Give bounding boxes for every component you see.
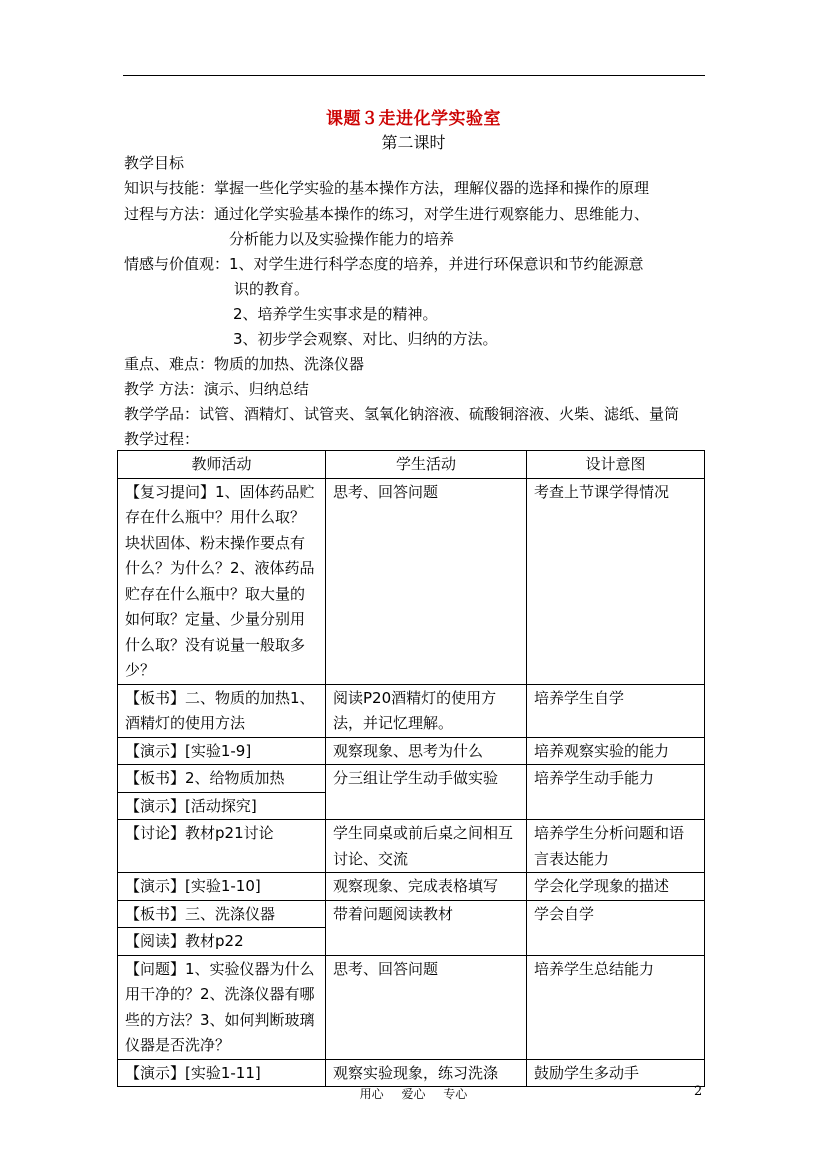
- intent-cell: 鼓励学生多动手: [527, 1059, 705, 1087]
- page-subtitle: 第二课时: [381, 133, 446, 152]
- objectives-heading: 教学目标: [124, 154, 185, 172]
- table-row: [118, 955, 705, 1059]
- lesson-table: [117, 450, 705, 1087]
- table-row: [118, 478, 705, 684]
- teacher-cell: 【演示】[实验1-9]: [118, 737, 326, 765]
- page-number: 2: [694, 1084, 703, 1099]
- intent-cell: 培养学生自学: [527, 684, 705, 737]
- table-header-row: [118, 451, 705, 479]
- footer-motto: 用心 爱心 专心: [359, 1087, 468, 1101]
- teacher-cell: 【演示】[实验1-11]: [118, 1059, 326, 1087]
- student-cell: 带着问题阅读教材: [326, 900, 527, 955]
- table-row: [118, 1059, 705, 1087]
- intent-cell: 培养学生分析问题和语言表达能力: [527, 820, 705, 873]
- teacher-cell: 【板书】三、洗涤仪器: [118, 900, 326, 928]
- teaching-methods: 教学 方法：演示、归纳总结: [124, 380, 309, 398]
- intent-cell: 培养学生动手能力: [527, 765, 705, 820]
- table-row: [118, 820, 705, 873]
- emotion-objective-line-1: 情感与价值观：1、对学生进行科学态度的培养，并进行环保意识和节约能源意: [124, 255, 644, 273]
- student-cell: 观察实验现象，练习洗涤: [326, 1059, 527, 1087]
- header-intent: 设计意图: [527, 451, 705, 479]
- emotion-objective-line-2: 识的教育。: [234, 280, 310, 298]
- student-cell: 思考、回答问题: [326, 478, 527, 684]
- emotion-objective-line-4: 3、初步学会观察、对比、归纳的方法。: [233, 330, 498, 348]
- header-rule: [123, 75, 705, 76]
- table-row: [118, 737, 705, 765]
- teacher-cell: 【问题】1、实验仪器为什么用干净的？2、洗涤仪器有哪些的方法？3、如何判断玻璃仪器是否洗净？: [118, 955, 326, 1059]
- teacher-cell: 【讨论】教材p21讨论: [118, 820, 326, 873]
- student-cell: 阅读P20酒精灯的使用方法，并记忆理解。: [326, 684, 527, 737]
- teacher-cell: 【演示】[活动探究]: [118, 792, 326, 820]
- teacher-cell: 【复习提问】1、固体药品贮存在什么瓶中？用什么取？块状固体、粉末操作要点有什么？为什么？2、液体药品贮存在什么瓶中？取大量的如何取？定量、少量分别用什么取？没有说量一般取多少？: [118, 478, 326, 684]
- page-title: 课题３走进化学实验室: [326, 109, 501, 129]
- table-row: [118, 684, 705, 737]
- intent-cell: 考查上节课学得情况: [527, 478, 705, 684]
- teaching-materials: 教学学品：试管、酒精灯、试管夹、氢氧化钠溶液、硫酸铜溶液、火柴、滤纸、量筒: [124, 405, 680, 423]
- student-cell: 观察现象、思考为什么: [326, 737, 527, 765]
- header-student: 学生活动: [326, 451, 527, 479]
- process-heading: 教学过程：: [124, 430, 200, 448]
- student-cell: 观察现象、完成表格填写: [326, 873, 527, 901]
- student-cell: 思考、回答问题: [326, 955, 527, 1059]
- intent-cell: 培养学生总结能力: [527, 955, 705, 1059]
- student-cell: 学生同桌或前后桌之间相互讨论、交流: [326, 820, 527, 873]
- key-points: 重点、难点：物质的加热、洗涤仪器: [124, 355, 365, 373]
- teacher-cell: 【演示】[实验1-10]: [118, 873, 326, 901]
- knowledge-objective: 知识与技能：掌握一些化学实验的基本操作方法，理解仪器的选择和操作的原理: [124, 179, 650, 197]
- teacher-cell: 【板书】二、物质的加热1、酒精灯的使用方法: [118, 684, 326, 737]
- teacher-cell: 【板书】2、给物质加热: [118, 765, 326, 793]
- header-teacher: 教师活动: [118, 451, 326, 479]
- process-objective-line-2: 分析能力以及实验操作能力的培养: [229, 230, 455, 248]
- intent-cell: 学会化学现象的描述: [527, 873, 705, 901]
- intent-cell: 学会自学: [527, 900, 705, 955]
- intent-cell: 培养观察实验的能力: [527, 737, 705, 765]
- teacher-cell: 【阅读】教材p22: [118, 928, 326, 956]
- emotion-objective-line-3: 2、培养学生实事求是的精神。: [233, 305, 438, 323]
- table-row: [118, 900, 705, 928]
- process-objective-line-1: 过程与方法：通过化学实验基本操作的练习，对学生进行观察能力、思维能力、: [124, 205, 650, 223]
- table-row: [118, 765, 705, 793]
- student-cell: 分三组让学生动手做实验: [326, 765, 527, 820]
- table-row: [118, 873, 705, 901]
